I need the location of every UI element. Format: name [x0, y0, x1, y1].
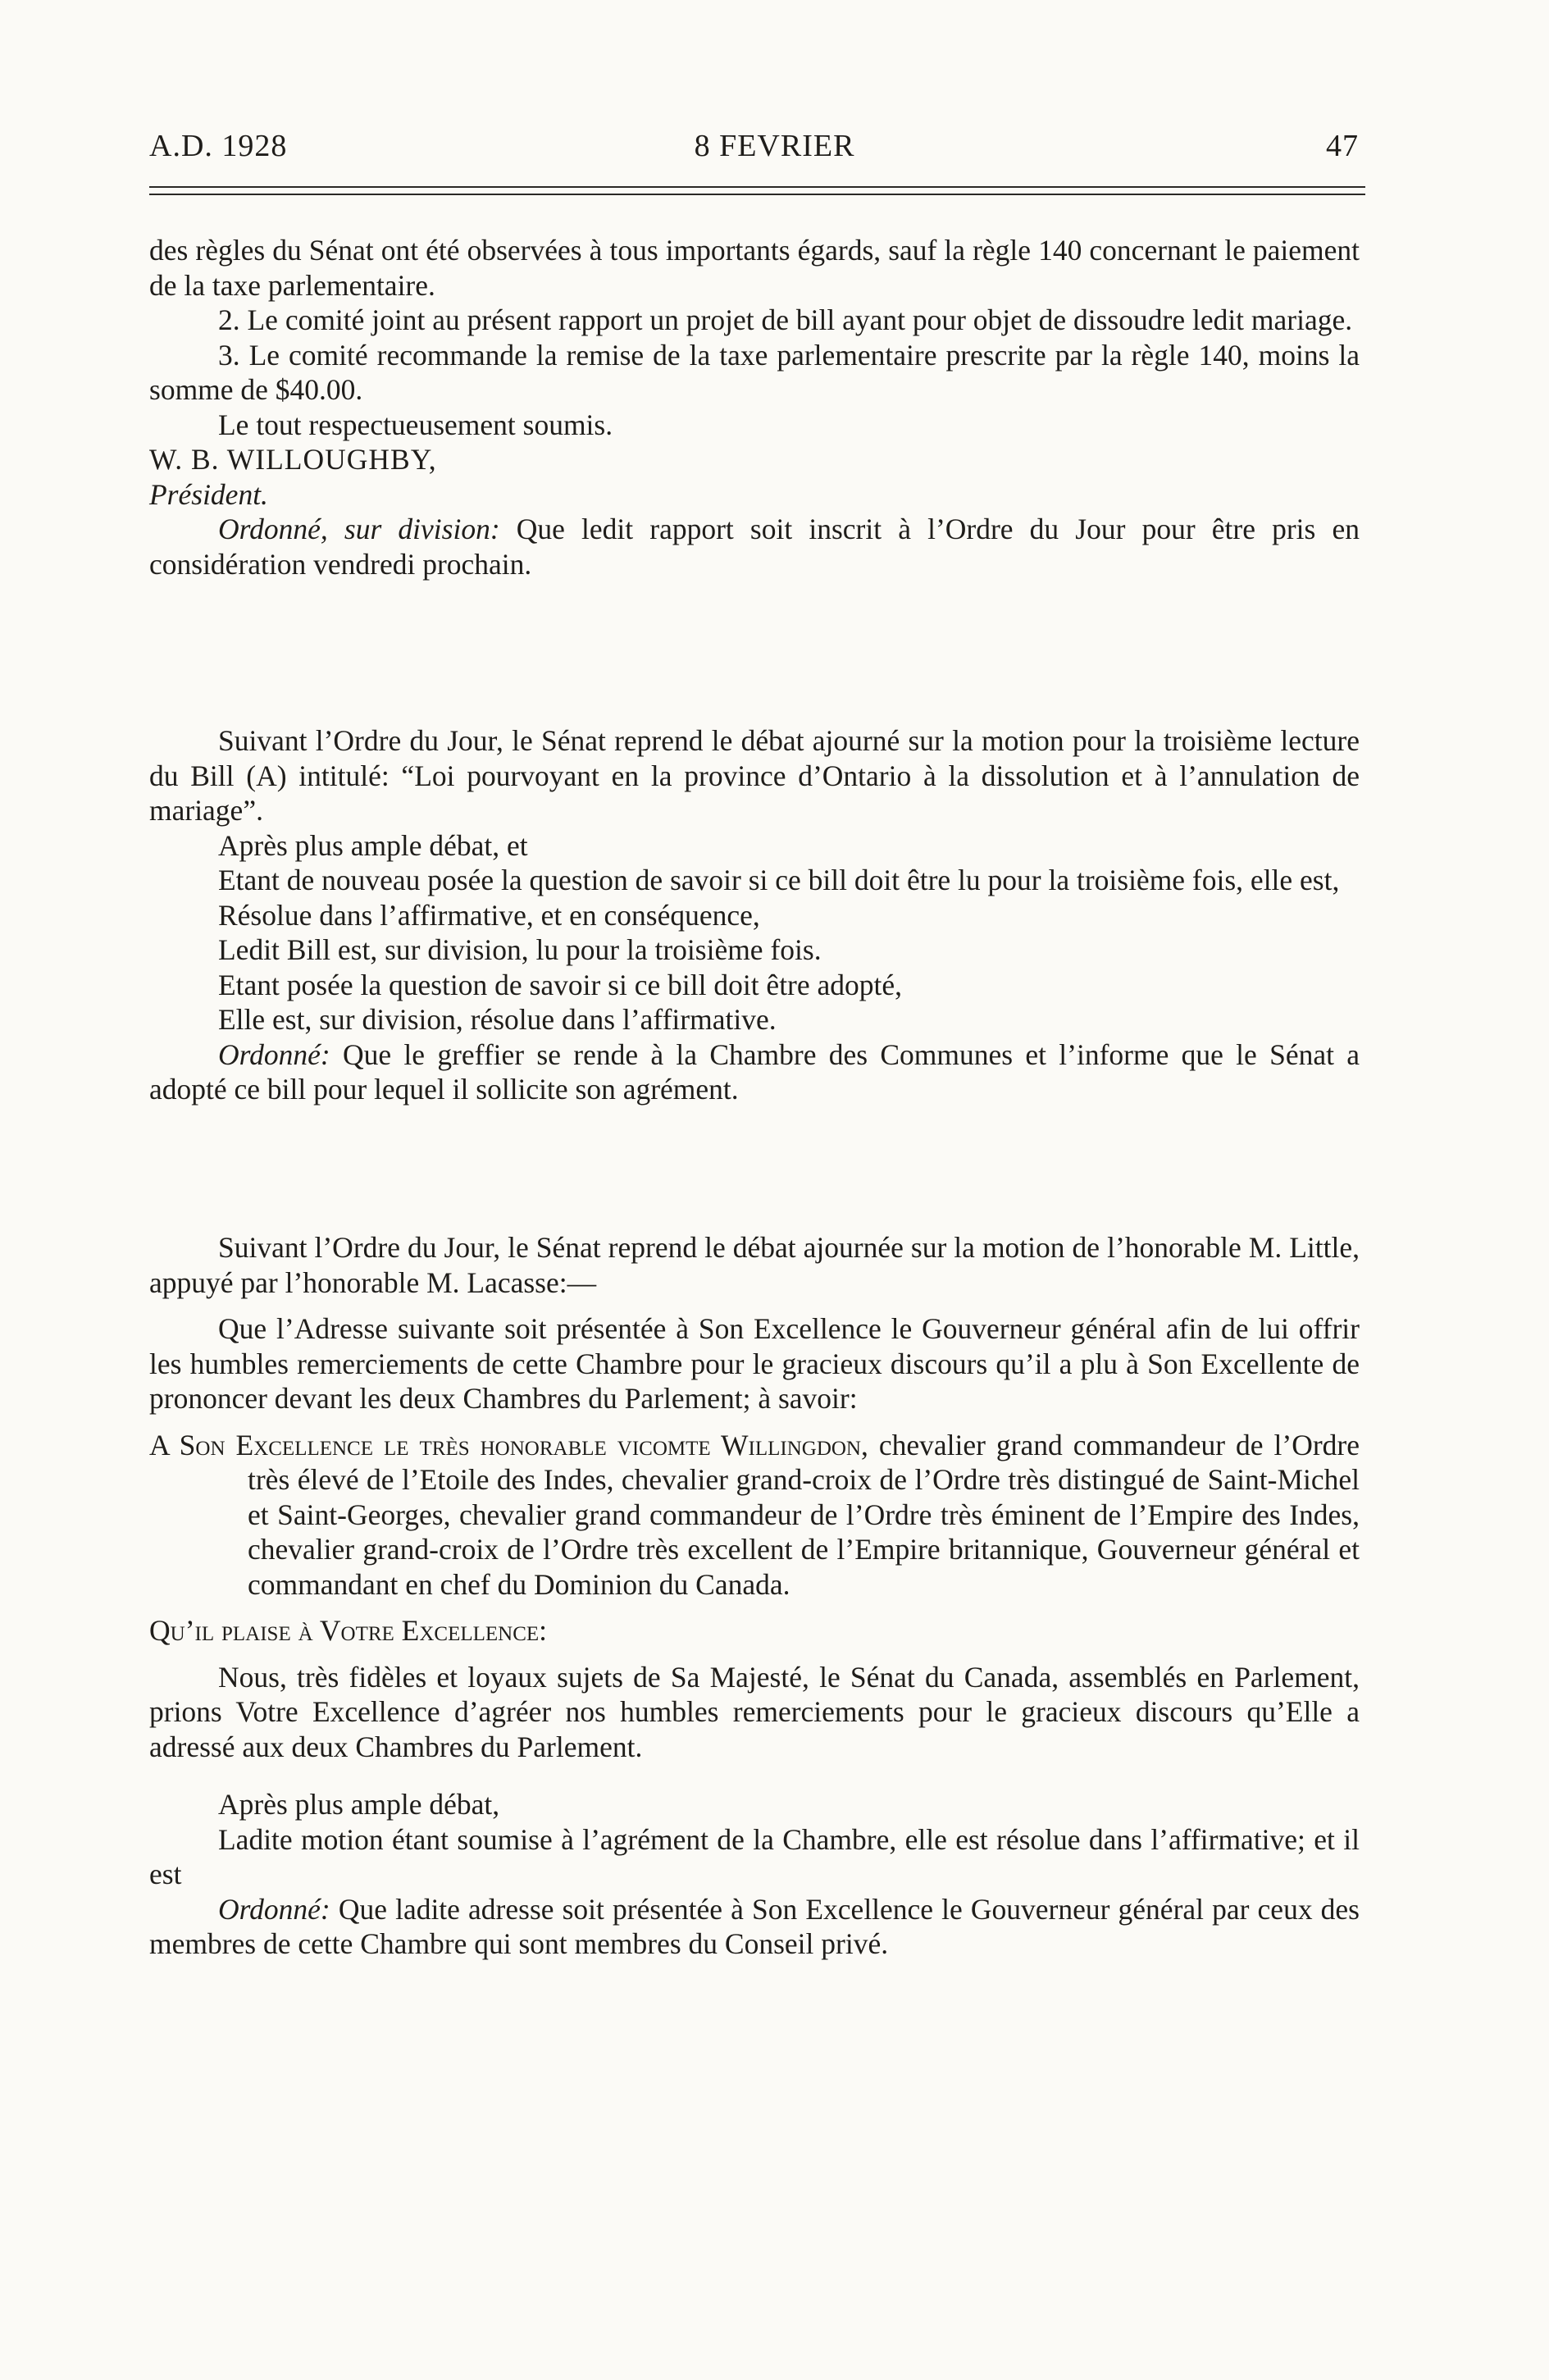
address-resolved: Ladite motion étant soumise à l’agrément de la Chambre, elle est résolue dans l’affirmative; et il est — [149, 1822, 1360, 1890]
page-number: 47 — [1326, 129, 1359, 163]
address-section — [149, 1230, 1360, 1962]
signature-name: W. B. WILLOUGHBY, — [149, 443, 437, 476]
address-motion-text: Que l’Adresse suivante soit présentée à Son Excellence le Gouverneur général afin de lui offrir les humbles remerciements de cette Chambre pour le gracieux discours qu’il a plu à Son Excellente de prononcer devant les deux Chambres du Parlement; à savoir: — [149, 1312, 1360, 1415]
signature-title: Président. — [149, 477, 268, 511]
third-reading-question: Etant de nouveau posée la question de savoir si ce bill doit être lu pour la troisième fois, elle est, — [218, 864, 1340, 896]
third-reading-adopt-question: Etant posée la question de savoir si ce bill doit être adopté, — [218, 968, 903, 1001]
order-text: Que ladite adresse soit présentée à Son Excellence le Gouverneur général par ceux des membres de cette Chambre qui sont membres du Conseil privé. — [149, 1892, 1360, 1960]
order-text: Que ledit rapport soit inscrit à l’Ordre du Jour pour être pris en considération vendredi prochain. — [149, 513, 1360, 581]
address-body: Nous, très fidèles et loyaux sujets de Sa Majesté, le Sénat du Canada, assemblés en Parlement, prions Votre Excellence d’agréer nos humbles remerciements pour le gracieux discours qu’Elle a adressé aux deux Chambres du Parlement. — [149, 1660, 1360, 1763]
third-reading-debate: Après plus ample débat, et — [218, 828, 528, 862]
address-recipient — [149, 1428, 1360, 1603]
third-reading-read: Ledit Bill est, sur division, lu pour la troisième fois. — [218, 933, 822, 966]
header-date: 8 FEVRIER — [694, 129, 855, 163]
address-recipient-title: A Son Excellence le très honorable vicomte Willingdon, — [149, 1428, 868, 1461]
report-section — [149, 233, 1360, 581]
order-label: Ordonné: — [218, 1037, 330, 1071]
header-rule-top — [149, 186, 1365, 188]
report-closing: Le tout respectueusement soumis. — [218, 408, 613, 441]
order-label: Ordonné: — [218, 1892, 330, 1926]
third-reading-intro: Suivant l’Ordre du Jour, le Sénat reprend le débat ajourné sur la motion pour la troisième lecture du Bill (A) intitulé: “Loi pourvoyant en la province d’Ontario à la dissolution et à l’annulation de mariage”. — [149, 724, 1360, 827]
address-motion-intro: Suivant l’Ordre du Jour, le Sénat reprend le débat ajournée sur la motion de l’honorable M. Little, appuyé par l’honorable M. Lacasse:— — [149, 1231, 1360, 1299]
third-reading-section — [149, 723, 1360, 1107]
report-paragraph-2: 2. Le comité joint au présent rapport un projet de bill ayant pour objet de dissoudre ledit mariage. — [218, 303, 1353, 336]
third-reading-resolved: Résolue dans l’affirmative, et en conséquence, — [218, 898, 760, 932]
order-text: Que le greffier se rende à la Chambre des Communes et l’informe que le Sénat a adopté ce bill pour lequel il sollicite son agrément. — [149, 1037, 1360, 1106]
header-rule-bottom — [149, 194, 1365, 195]
order-label: Ordonné, sur division: — [218, 513, 500, 545]
address-recipient-honours: chevalier grand commandeur de l’Ordre très élevé de l’Etoile des Indes, chevalier grand-croix de l’Ordre très distingué de Saint-Michel et Saint-Georges, chevalier grand commandeur de l’Ordre très éminent de l’Empire des Indes, chevalier grand-croix de l’Ordre très excellent de l’Empire britannique, Gouverneur général et commandant en chef du Dominion du Canada. — [248, 1428, 1360, 1601]
header-year: A.D. 1928 — [149, 129, 288, 163]
third-reading-adopt-resolved: Elle est, sur division, résolue dans l’affirmative. — [218, 1003, 777, 1036]
address-debate: Après plus ample débat, — [218, 1788, 500, 1821]
order-paragraph — [149, 512, 1360, 581]
report-paragraph-continued: des règles du Sénat ont été observées à tous importants égards, sauf la règle 140 concernant le paiement de la taxe parlementaire. — [149, 234, 1360, 302]
address-salutation: Qu’il plaise à Votre Excellence: — [149, 1614, 548, 1647]
address-order — [149, 1892, 1360, 1962]
report-paragraph-3: 3. Le comité recommande la remise de la taxe parlementaire prescrite par la règle 140, moins la somme de $40.00. — [149, 338, 1360, 406]
third-reading-order — [149, 1037, 1360, 1107]
